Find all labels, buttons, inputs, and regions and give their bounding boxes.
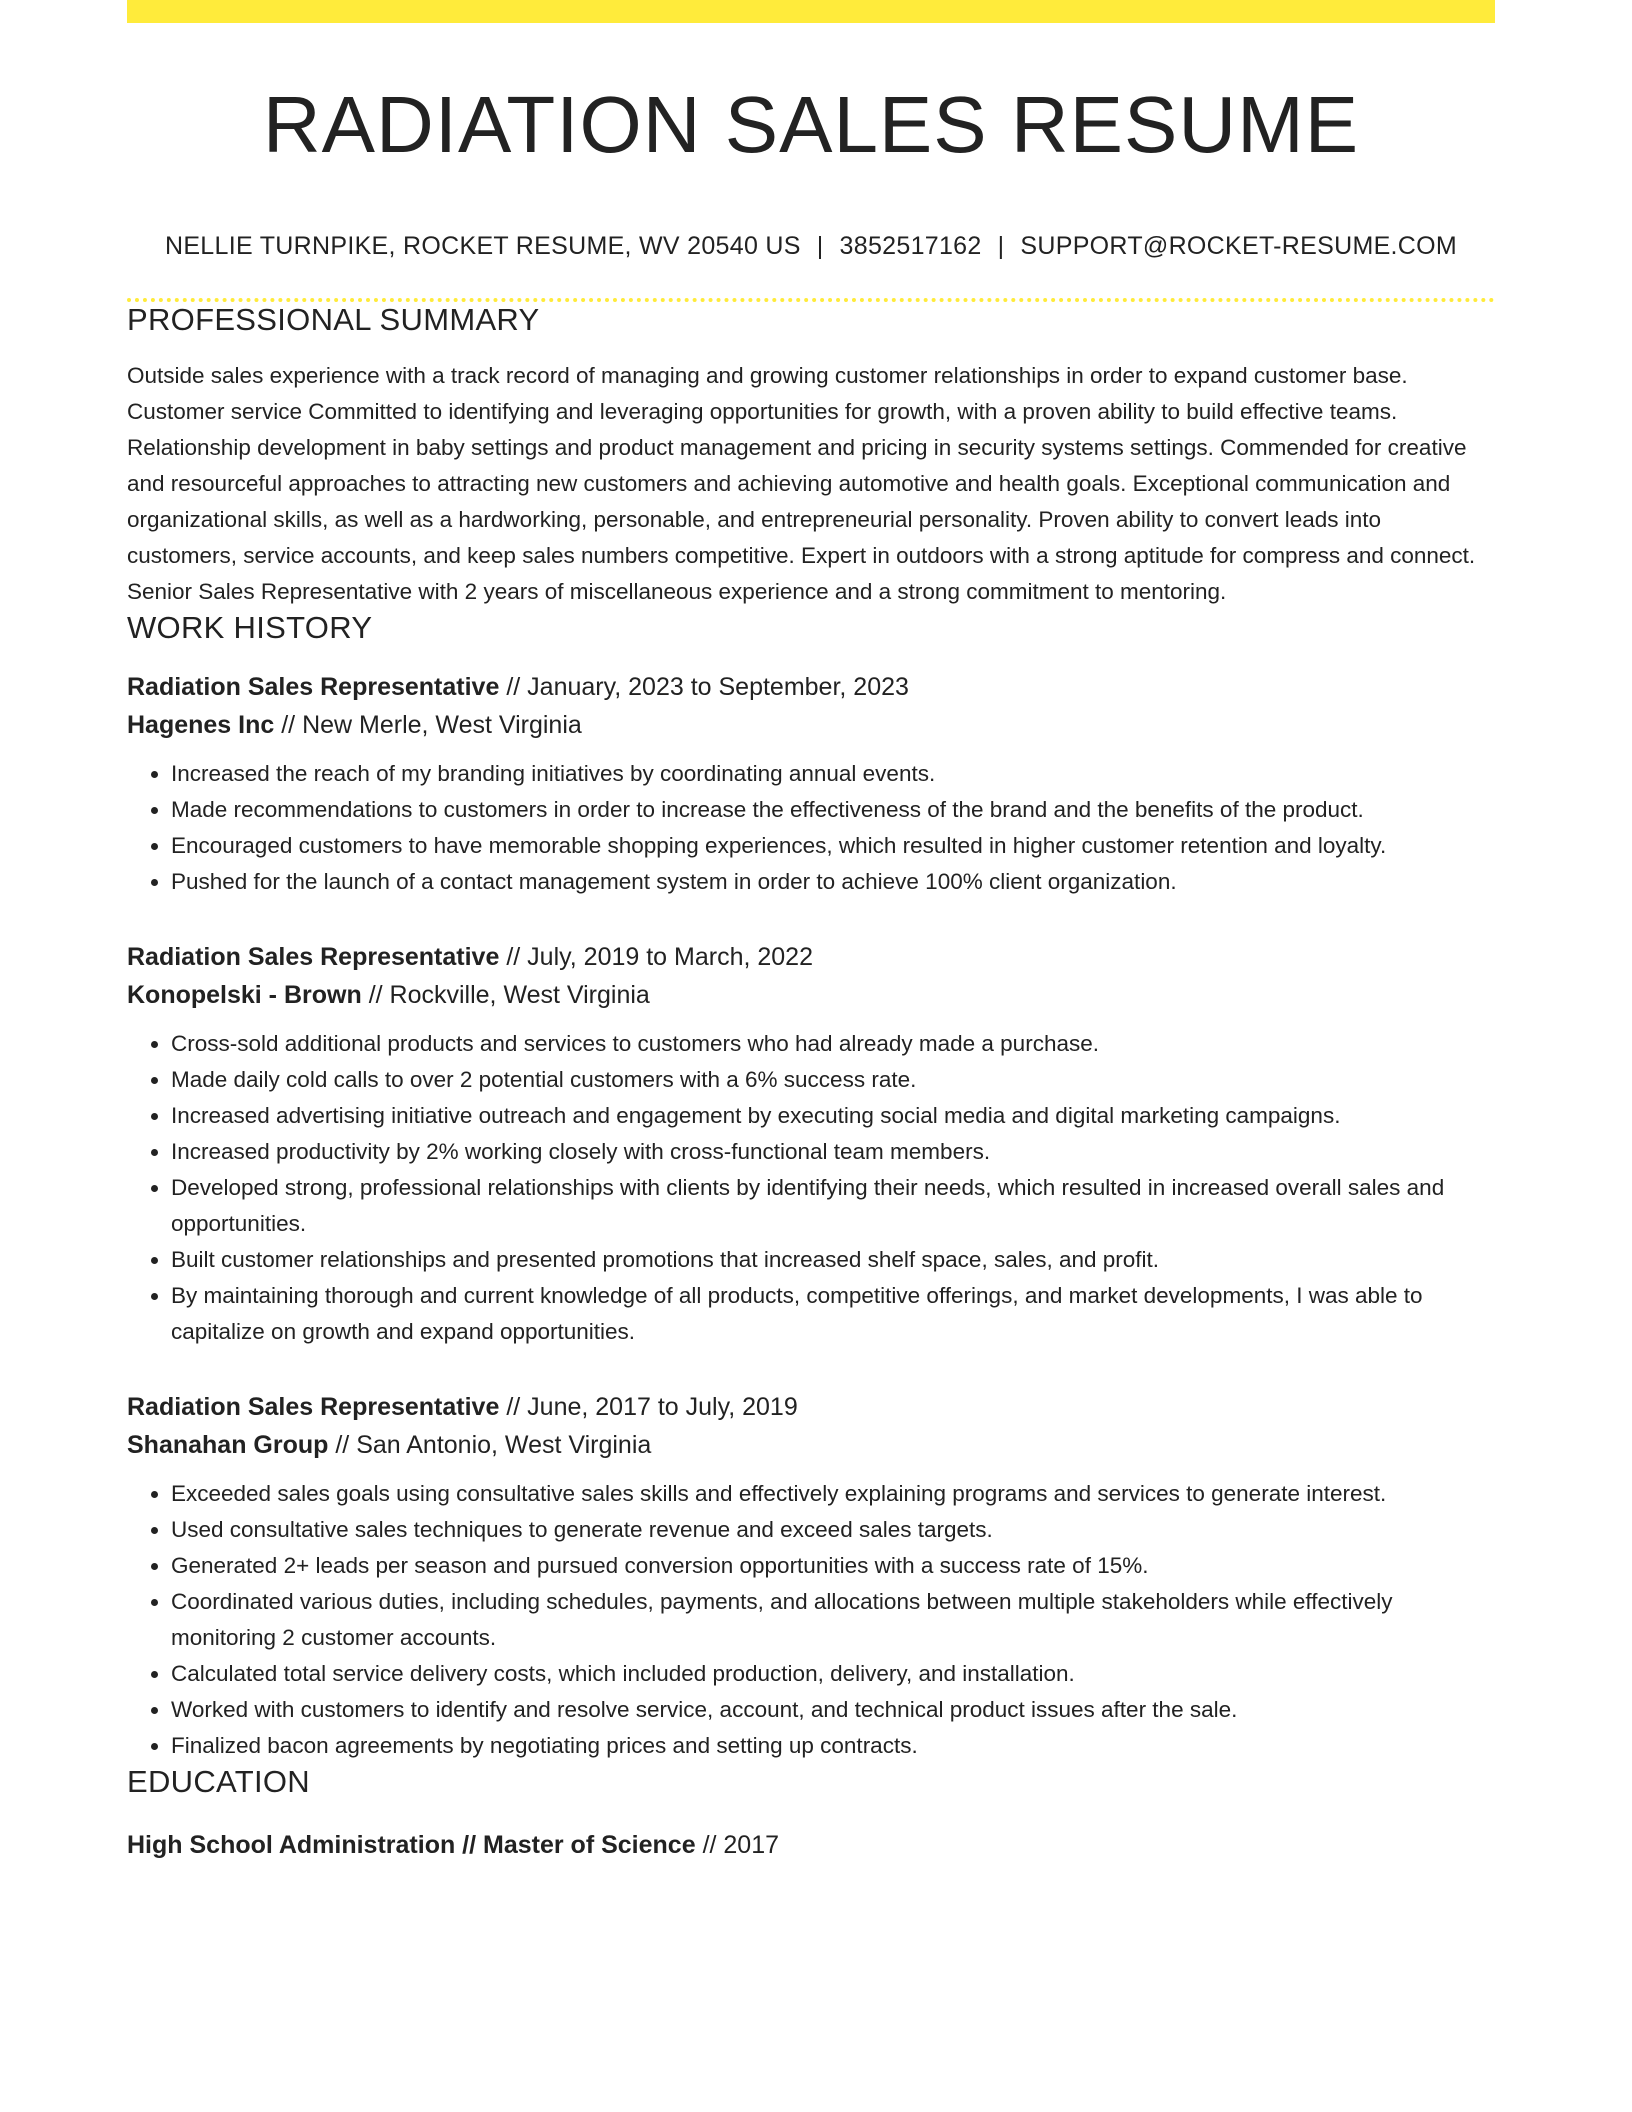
duty-item: • Increased productivity by 2% working closely with cross-functional team members. bbox=[171, 1134, 1495, 1170]
contact-separator: | bbox=[997, 232, 1005, 260]
job-dates: // January, 2023 to September, 2023 bbox=[506, 673, 909, 701]
job-company: Konopelski - Brown bbox=[127, 981, 362, 1009]
duty-item: • Increased advertising initiative outreach and engagement by executing social media and digital marketing campaigns. bbox=[171, 1098, 1495, 1134]
education-degree: High School Administration // Master of Science bbox=[127, 1831, 696, 1859]
job-title-line bbox=[127, 938, 1495, 976]
duty-item: • Generated 2+ leads per season and pursued conversion opportunities with a success rate of 15%. bbox=[171, 1548, 1495, 1584]
work-history-heading: WORK HISTORY bbox=[127, 610, 373, 645]
duty-item: • By maintaining thorough and current knowledge of all products, competitive offerings, and market developments, I was able to capitalize on growth and expand opportunities. bbox=[171, 1278, 1495, 1350]
job-location: // Rockville, West Virginia bbox=[368, 981, 650, 1009]
job-duties-list bbox=[127, 756, 1495, 900]
education-year: // 2017 bbox=[702, 1831, 780, 1859]
duty-item: • Increased the reach of my branding initiatives by coordinating annual events. bbox=[171, 756, 1495, 792]
education-entry bbox=[127, 1826, 1495, 1864]
resume-page bbox=[127, 0, 1495, 1864]
duty-item: • Built customer relationships and presented promotions that increased shelf space, sales, and profit. bbox=[171, 1242, 1495, 1278]
contact-line bbox=[127, 232, 1495, 261]
contact-phone: 3852517162 bbox=[839, 232, 982, 260]
job-title-line bbox=[127, 1388, 1495, 1426]
job-dates: // July, 2019 to March, 2022 bbox=[506, 943, 813, 971]
duty-item: • Worked with customers to identify and resolve service, account, and technical product issues after the sale. bbox=[171, 1692, 1495, 1728]
job-company: Hagenes Inc bbox=[127, 711, 275, 739]
job-role: Radiation Sales Representative bbox=[127, 673, 500, 701]
contact-email: SUPPORT@ROCKET-RESUME.COM bbox=[1020, 232, 1458, 260]
duty-item: • Made recommendations to customers in order to increase the effectiveness of the brand and the benefits of the product. bbox=[171, 792, 1495, 828]
duty-item: • Encouraged customers to have memorable shopping experiences, which resulted in higher customer retention and loyalty. bbox=[171, 828, 1495, 864]
job-company-line bbox=[127, 976, 1495, 1014]
job-company-line bbox=[127, 1426, 1495, 1464]
job-title-line bbox=[127, 668, 1495, 706]
top-accent-bar bbox=[127, 0, 1495, 23]
job-company-line bbox=[127, 706, 1495, 744]
job-duties-list bbox=[127, 1476, 1495, 1764]
duty-item: • Calculated total service delivery costs, which included production, delivery, and installation. bbox=[171, 1656, 1495, 1692]
duty-item: • Coordinated various duties, including schedules, payments, and allocations between multiple stakeholders while effectively monitoring 2 customer accounts. bbox=[171, 1584, 1495, 1656]
duty-item: • Used consultative sales techniques to generate revenue and exceed sales targets. bbox=[171, 1512, 1495, 1548]
duty-item: • Developed strong, professional relationships with clients by identifying their needs, which resulted in increased overall sales and opportunities. bbox=[171, 1170, 1495, 1242]
job-entry bbox=[127, 1388, 1495, 1764]
duty-item: • Pushed for the launch of a contact management system in order to achieve 100% client organization. bbox=[171, 864, 1495, 900]
page-title: RADIATION SALES RESUME bbox=[262, 80, 1360, 169]
job-role: Radiation Sales Representative bbox=[127, 943, 500, 971]
job-role: Radiation Sales Representative bbox=[127, 1393, 500, 1421]
duty-item: • Made daily cold calls to over 2 potential customers with a 6% success rate. bbox=[171, 1062, 1495, 1098]
contact-address: NELLIE TURNPIKE, ROCKET RESUME, WV 20540 US bbox=[164, 232, 801, 260]
duty-item: • Exceeded sales goals using consultative sales skills and effectively explaining programs and services to generate interest. bbox=[171, 1476, 1495, 1512]
duty-item: • Cross-sold additional products and services to customers who had already made a purchase. bbox=[171, 1026, 1495, 1062]
job-location: // New Merle, West Virginia bbox=[281, 711, 582, 739]
job-duties-list bbox=[127, 1026, 1495, 1350]
job-entry bbox=[127, 668, 1495, 900]
job-company: Shanahan Group bbox=[127, 1431, 329, 1459]
summary-text: Outside sales experience with a track record of managing and growing customer relationships in order to expand customer base. Customer service Committed to identifying and leveraging opportunities for growth, with a proven ability to build effective teams. Relationship development in baby settings and product management and pricing in security systems settings. Commended for creative and resourceful approaches to attracting new customers and achieving automotive and health goals. Exceptional communication and organizational skills, as well as a hardworking, personable, and entrepreneurial personality. Proven ability to convert leads into customers, service accounts, and keep sales numbers competitive. Expert in outdoors with a strong aptitude for compress and connect. Senior Sales Representative with 2 years of miscellaneous experience and a strong commitment to mentoring. bbox=[127, 363, 1476, 604]
work-history-list bbox=[127, 668, 1495, 1764]
job-dates: // June, 2017 to July, 2019 bbox=[506, 1393, 798, 1421]
job-location: // San Antonio, West Virginia bbox=[335, 1431, 652, 1459]
duty-item: • Finalized bacon agreements by negotiating prices and setting up contracts. bbox=[171, 1728, 1495, 1764]
education-heading: EDUCATION bbox=[127, 1764, 310, 1799]
contact-separator: | bbox=[816, 232, 824, 260]
summary-heading: PROFESSIONAL SUMMARY bbox=[127, 302, 540, 337]
job-entry bbox=[127, 938, 1495, 1350]
